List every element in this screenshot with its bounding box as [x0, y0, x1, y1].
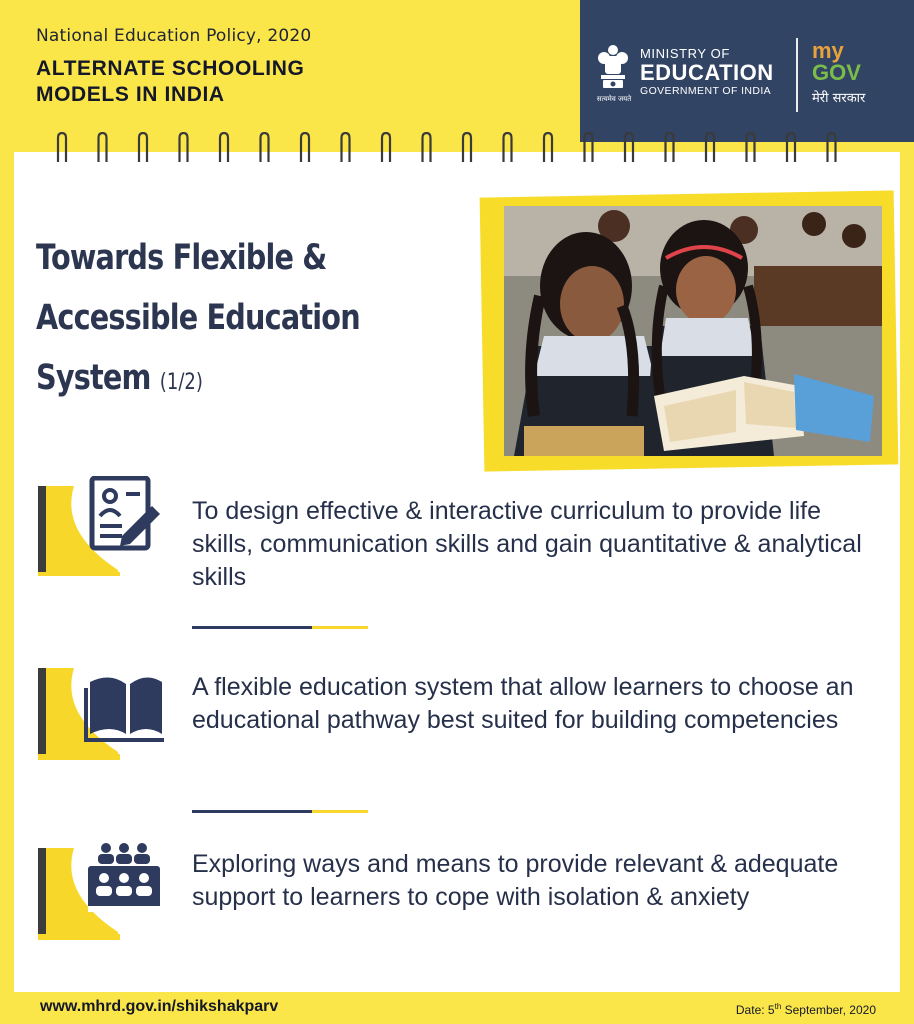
mygov-my: my — [812, 38, 844, 63]
page-title-line2: MODELS IN INDIA — [36, 83, 225, 106]
section-title-line3 — [36, 348, 462, 413]
footer-date-sup: th — [774, 1002, 782, 1011]
binding-ring — [463, 133, 471, 162]
section-title-system: System — [36, 358, 151, 398]
section-title — [36, 228, 462, 413]
binding-ring — [504, 133, 512, 162]
section-title-line2: Accessible Education — [36, 298, 360, 338]
footer-date-suffix: September, 2020 — [781, 1003, 876, 1017]
binding-ring — [585, 133, 593, 162]
mygov-logo — [812, 40, 861, 84]
binding-ring — [625, 133, 633, 162]
item-curriculum-text: To design effective & interactive curriculum to provide life skills, communication skills and gain quantitative & analytical skills — [192, 497, 862, 591]
binding-ring — [423, 133, 431, 162]
section-title-line1: Towards Flexible & — [36, 238, 327, 278]
footer-url[interactable]: www.mhrd.gov.in/shikshakparv — [40, 998, 279, 1015]
section-title-part: (1/2) — [159, 370, 203, 395]
students-reading-illustration — [504, 206, 882, 456]
page-title-line1: ALTERNATE SCHOOLING — [36, 57, 305, 80]
binding-ring — [342, 133, 350, 162]
footer-date — [736, 1002, 876, 1017]
students-reading-photo — [504, 206, 882, 456]
spiral-binding — [52, 132, 852, 168]
open-book-icon — [34, 662, 164, 762]
separator — [192, 626, 368, 629]
binding-ring — [382, 133, 390, 162]
ministry-logo — [640, 46, 774, 97]
binding-ring — [301, 133, 309, 162]
binding-ring — [99, 133, 107, 162]
binding-ring — [828, 133, 836, 162]
separator — [192, 810, 368, 813]
policy-subtitle: National Education Policy, 2020 — [36, 26, 312, 46]
footer-date-prefix: Date: 5 — [735, 1003, 775, 1017]
binding-ring — [666, 133, 674, 162]
binding-ring — [180, 133, 188, 162]
ministry-line2: EDUCATION — [640, 60, 774, 85]
binding-ring — [544, 133, 552, 162]
profile-document-pen-icon — [34, 476, 164, 576]
binding-ring — [220, 133, 228, 162]
binding-ring — [706, 133, 714, 162]
binding-ring — [787, 133, 795, 162]
header-divider — [796, 38, 798, 112]
audience-group-icon — [34, 842, 164, 942]
emblem-caption: सत्यमेव जयते — [596, 95, 632, 103]
binding-ring — [58, 133, 66, 162]
binding-ring — [747, 133, 755, 162]
item-support-text: Exploring ways and means to provide relevant & adequate support to learners to cope with isolation & anxiety — [192, 850, 839, 911]
page-title — [36, 56, 304, 108]
ministry-line3: GOVERNMENT OF INDIA — [640, 85, 772, 97]
mygov-caption: मेरी सरकार — [812, 91, 866, 106]
item-flexible-text: A flexible education system that allow learners to choose an educational pathway best suited for building competencies — [192, 673, 854, 734]
binding-ring — [139, 133, 147, 162]
mygov-gov: GOV — [812, 60, 861, 85]
binding-ring — [261, 133, 269, 162]
ministry-line1: MINISTRY OF — [640, 46, 730, 61]
